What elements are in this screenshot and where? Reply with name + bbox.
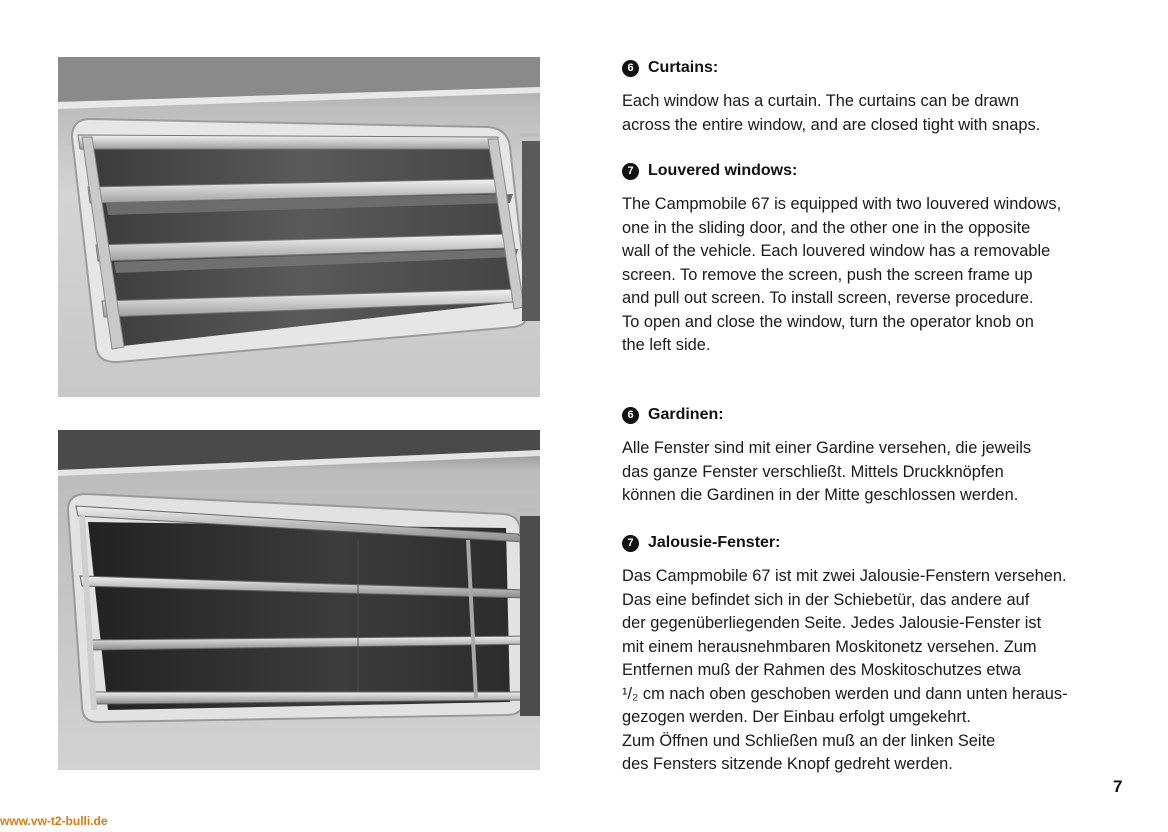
watermark-url: www.vw-t2-bulli.de	[0, 814, 108, 828]
gardinen-paragraph	[622, 437, 1132, 508]
louvered-heading	[622, 161, 1132, 181]
text-line: Das eine befindet sich in der Schiebetür, das andere auf	[622, 590, 1030, 609]
text-line: können die Gardinen in der Mitte geschlossen werden.	[622, 486, 1019, 504]
gardinen-title: Gardinen:	[648, 406, 724, 423]
text-line: one in the sliding door, and the other one in the opposite	[622, 218, 1031, 237]
text-line: Each window has a curtain. The curtains can be drawn	[622, 92, 1019, 110]
text-line: To open and close the window, turn the operator knob on	[622, 312, 1034, 331]
jalousie-title: Jalousie-Fenster:	[648, 534, 781, 551]
text-line: das ganze Fenster verschließt. Mittels Druckknöpfen	[622, 462, 1004, 481]
text-line: wall of the vehicle. Each louvered window has a removable	[622, 242, 1051, 260]
section-gardinen	[622, 405, 1132, 508]
section-number-badge: 6	[622, 407, 639, 424]
louvered-title: Louvered windows:	[648, 162, 798, 179]
text-line: screen. To remove the screen, push the screen frame up	[622, 265, 1033, 284]
louvered-window-closed-photo	[58, 57, 540, 397]
gardinen-heading	[622, 405, 1132, 425]
jalousie-paragraph	[622, 565, 1132, 777]
section-number-badge: 7	[622, 163, 639, 180]
text-line: The Campmobile 67 is equipped with two louvered windows,	[622, 195, 1062, 213]
section-jalousie-fenster	[622, 533, 1132, 777]
text-line: across the entire window, and are closed tight with snaps.	[622, 115, 1041, 134]
text-line: Zum Öffnen und Schließen muß an der linken Seite	[622, 731, 996, 750]
text-line: Das Campmobile 67 ist mit zwei Jalousie-Fenstern versehen.	[622, 567, 1067, 585]
curtains-paragraph	[622, 90, 1132, 137]
section-curtains	[622, 58, 1132, 137]
curtains-title: Curtains:	[648, 59, 719, 76]
text-line: Entfernen muß der Rahmen des Moskitoschutzes etwa	[622, 661, 1022, 679]
curtains-heading	[622, 58, 1132, 78]
text-line: Alle Fenster sind mit einer Gardine versehen, die jeweils	[622, 439, 1032, 457]
section-number-badge: 7	[622, 535, 639, 552]
page-number: 7	[1113, 777, 1123, 796]
jalousie-heading	[622, 533, 1132, 553]
text-line: mit einem herausnehmbaren Moskitonetz versehen. Zum	[622, 637, 1037, 656]
text-line: gezogen werden. Der Einbau erfolgt umgekehrt.	[622, 708, 971, 726]
text-line: des Fensters sitzende Knopf gedreht werden.	[622, 755, 953, 773]
text-line: the left side.	[622, 336, 711, 354]
louvered-window-open-photo	[58, 430, 540, 770]
text-line: and pull out screen. To install screen, reverse procedure.	[622, 289, 1034, 307]
louvered-paragraph	[622, 193, 1132, 358]
section-louvered-windows	[622, 161, 1132, 358]
section-number-badge: 6	[622, 60, 639, 77]
text-line: ¹/₂ cm nach oben geschoben werden und dann unten heraus-	[622, 684, 1068, 703]
text-line: der gegenüberliegenden Seite. Jedes Jalousie-Fenster ist	[622, 614, 1042, 632]
